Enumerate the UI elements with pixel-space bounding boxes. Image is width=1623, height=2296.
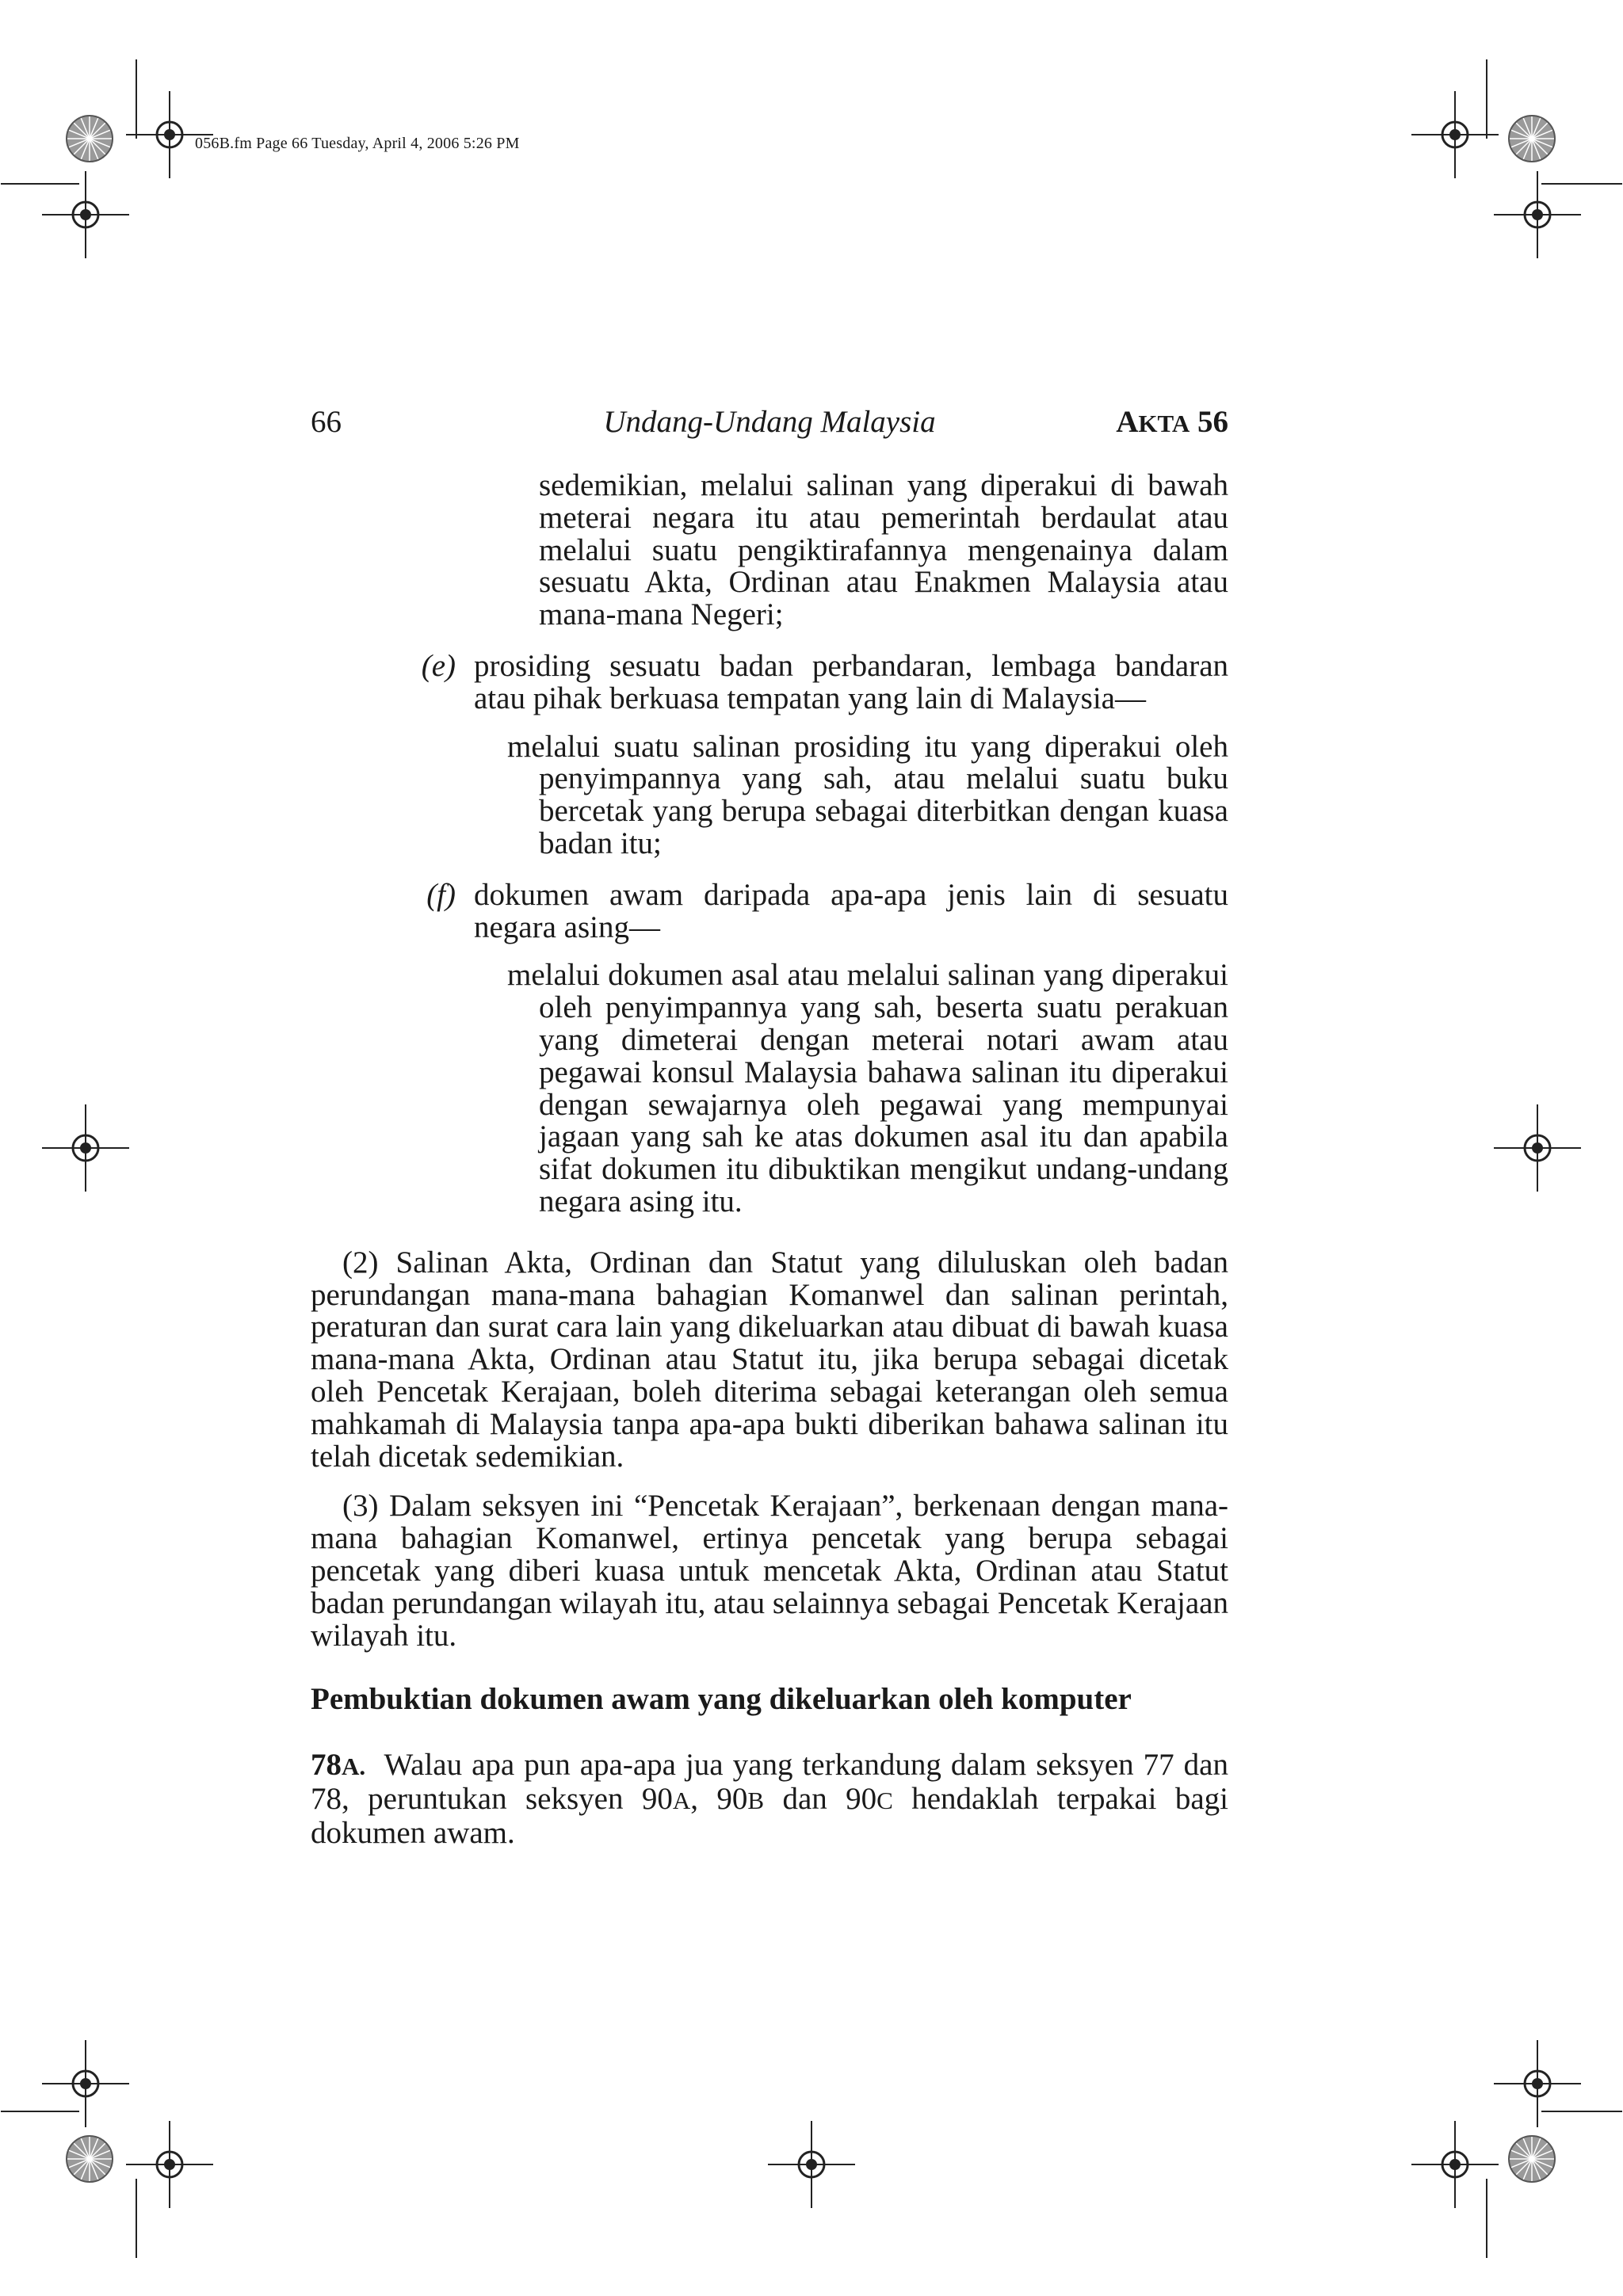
- page-body: [311, 470, 1228, 1849]
- continued-paragraph: sedemikian, melalui salinan yang diperakui di bawah meterai negara itu atau pemerintah berdaulat atau melalui suatu pengiktirafannya mengenainya dalam sesuatu Akta, Ordinan atau Enakmen Malaysia atau mana-mana Negeri;: [539, 468, 1228, 632]
- crosshair-mark: [1411, 2121, 1499, 2208]
- section-text: Walau apa pun apa-apa jua yang terkandung dalam seksyen 77 dan 78, peruntukan seksyen 90: [311, 1748, 1228, 1816]
- section-text: , 90: [690, 1781, 748, 1816]
- item-subclause: melalui suatu salinan prosiding itu yang diperakui oleh penyimpannya yang sah, atau melalui suatu buku bercetak yang berupa sebagai diterbitkan dengan kuasa badan itu;: [507, 729, 1228, 860]
- star-target-bottom-right: [1509, 2136, 1555, 2182]
- section-text: dan 90: [764, 1781, 877, 1816]
- page-number: 66: [311, 405, 342, 439]
- section-text: hendaklah terpakai bagi dokumen awam.: [311, 1781, 1229, 1850]
- subsection-2: (2) Salinan Akta, Ordinan dan Statut yang diluluskan oleh badan perundangan mana-mana bahagian Komanwel dan salinan perintah, peraturan dan surat cara lain yang dikeluarkan atau dibuat di bawah kuasa mana-mana Akta, Ordinan atau Statut itu, jika berupa sebagai dicetak oleh Pencetak Kerajaan, boleh diterima sebagai keterangan oleh semua mahkamah di Malaysia tanpa apa-apa bukti diberikan bahawa salinan itu telah dicetak sedemikian.: [311, 1245, 1228, 1474]
- crosshair-mark: [42, 2040, 129, 2127]
- act-number: 56: [1197, 405, 1228, 439]
- section-78a: [311, 1749, 1228, 1849]
- list-item-f: [426, 877, 1228, 944]
- running-header: [311, 404, 1228, 445]
- star-target-bottom-left: [67, 2136, 113, 2182]
- act-prefix-rest: KTA: [1138, 410, 1190, 437]
- section-heading: Pembuktian dokumen awam yang dikeluarkan oleh komputer: [311, 1682, 1132, 1717]
- act-label: [1116, 404, 1228, 440]
- crosshair-mark: [1494, 1104, 1581, 1192]
- section-ref-letter: C: [876, 1786, 893, 1814]
- section-number-letter: A.: [342, 1753, 366, 1781]
- item-label: (f): [426, 877, 456, 912]
- star-target-top-left: [67, 116, 113, 162]
- crosshair-mark: [126, 2121, 213, 2208]
- crosshair-mark: [1494, 2040, 1581, 2127]
- running-title: Undang-Undang Malaysia: [603, 405, 936, 439]
- list-item-e: [421, 648, 1228, 715]
- section-number: [311, 1748, 365, 1782]
- section-number-digits: 78: [311, 1748, 342, 1783]
- crosshair-mark: [42, 1104, 129, 1192]
- item-label: (e): [421, 648, 456, 683]
- crosshair-mark: [768, 2121, 855, 2208]
- section-ref-letter: A: [672, 1786, 691, 1814]
- section-ref-letter: B: [747, 1786, 765, 1814]
- star-target-top-right: [1509, 116, 1555, 162]
- item-text: dokumen awam daripada apa-apa jenis lain di sesuatu negara asing—: [474, 877, 1228, 944]
- subsection-3: (3) Dalam seksyen ini “Pencetak Kerajaan”, berkenaan dengan mana-mana bahagian Komanwel, ertinya pencetak yang berupa sebagai pencetak yang diberi kuasa untuk mencetak Akta, Ordinan atau Statut badan perundangan wilayah itu, atau selainnya sebagai Pencetak Kerajaan wilayah itu.: [311, 1489, 1228, 1653]
- item-subclause: melalui dokumen asal atau melalui salinan yang diperakui oleh penyimpannya yang sah, beserta suatu perakuan yang dimeterai dengan meterai notari awam atau pegawai konsul Malaysia bahawa salinan itu diperakui dengan sewajarnya oleh pegawai yang mempunyai jagaan yang sah ke atas dokumen asal itu dan apabila sifat dokumen itu dibuktikan mengikut undang-undang negara asing itu.: [507, 958, 1228, 1219]
- item-text: prosiding sesuatu badan perbandaran, lembaga bandaran atau pihak berkuasa tempatan yang lain di Malaysia—: [474, 648, 1228, 715]
- crosshair-mark: [1411, 91, 1499, 178]
- act-prefix-initial: A: [1116, 405, 1139, 439]
- print-slug: 056B.fm Page 66 Tuesday, April 4, 2006 5:26 PM: [195, 135, 520, 152]
